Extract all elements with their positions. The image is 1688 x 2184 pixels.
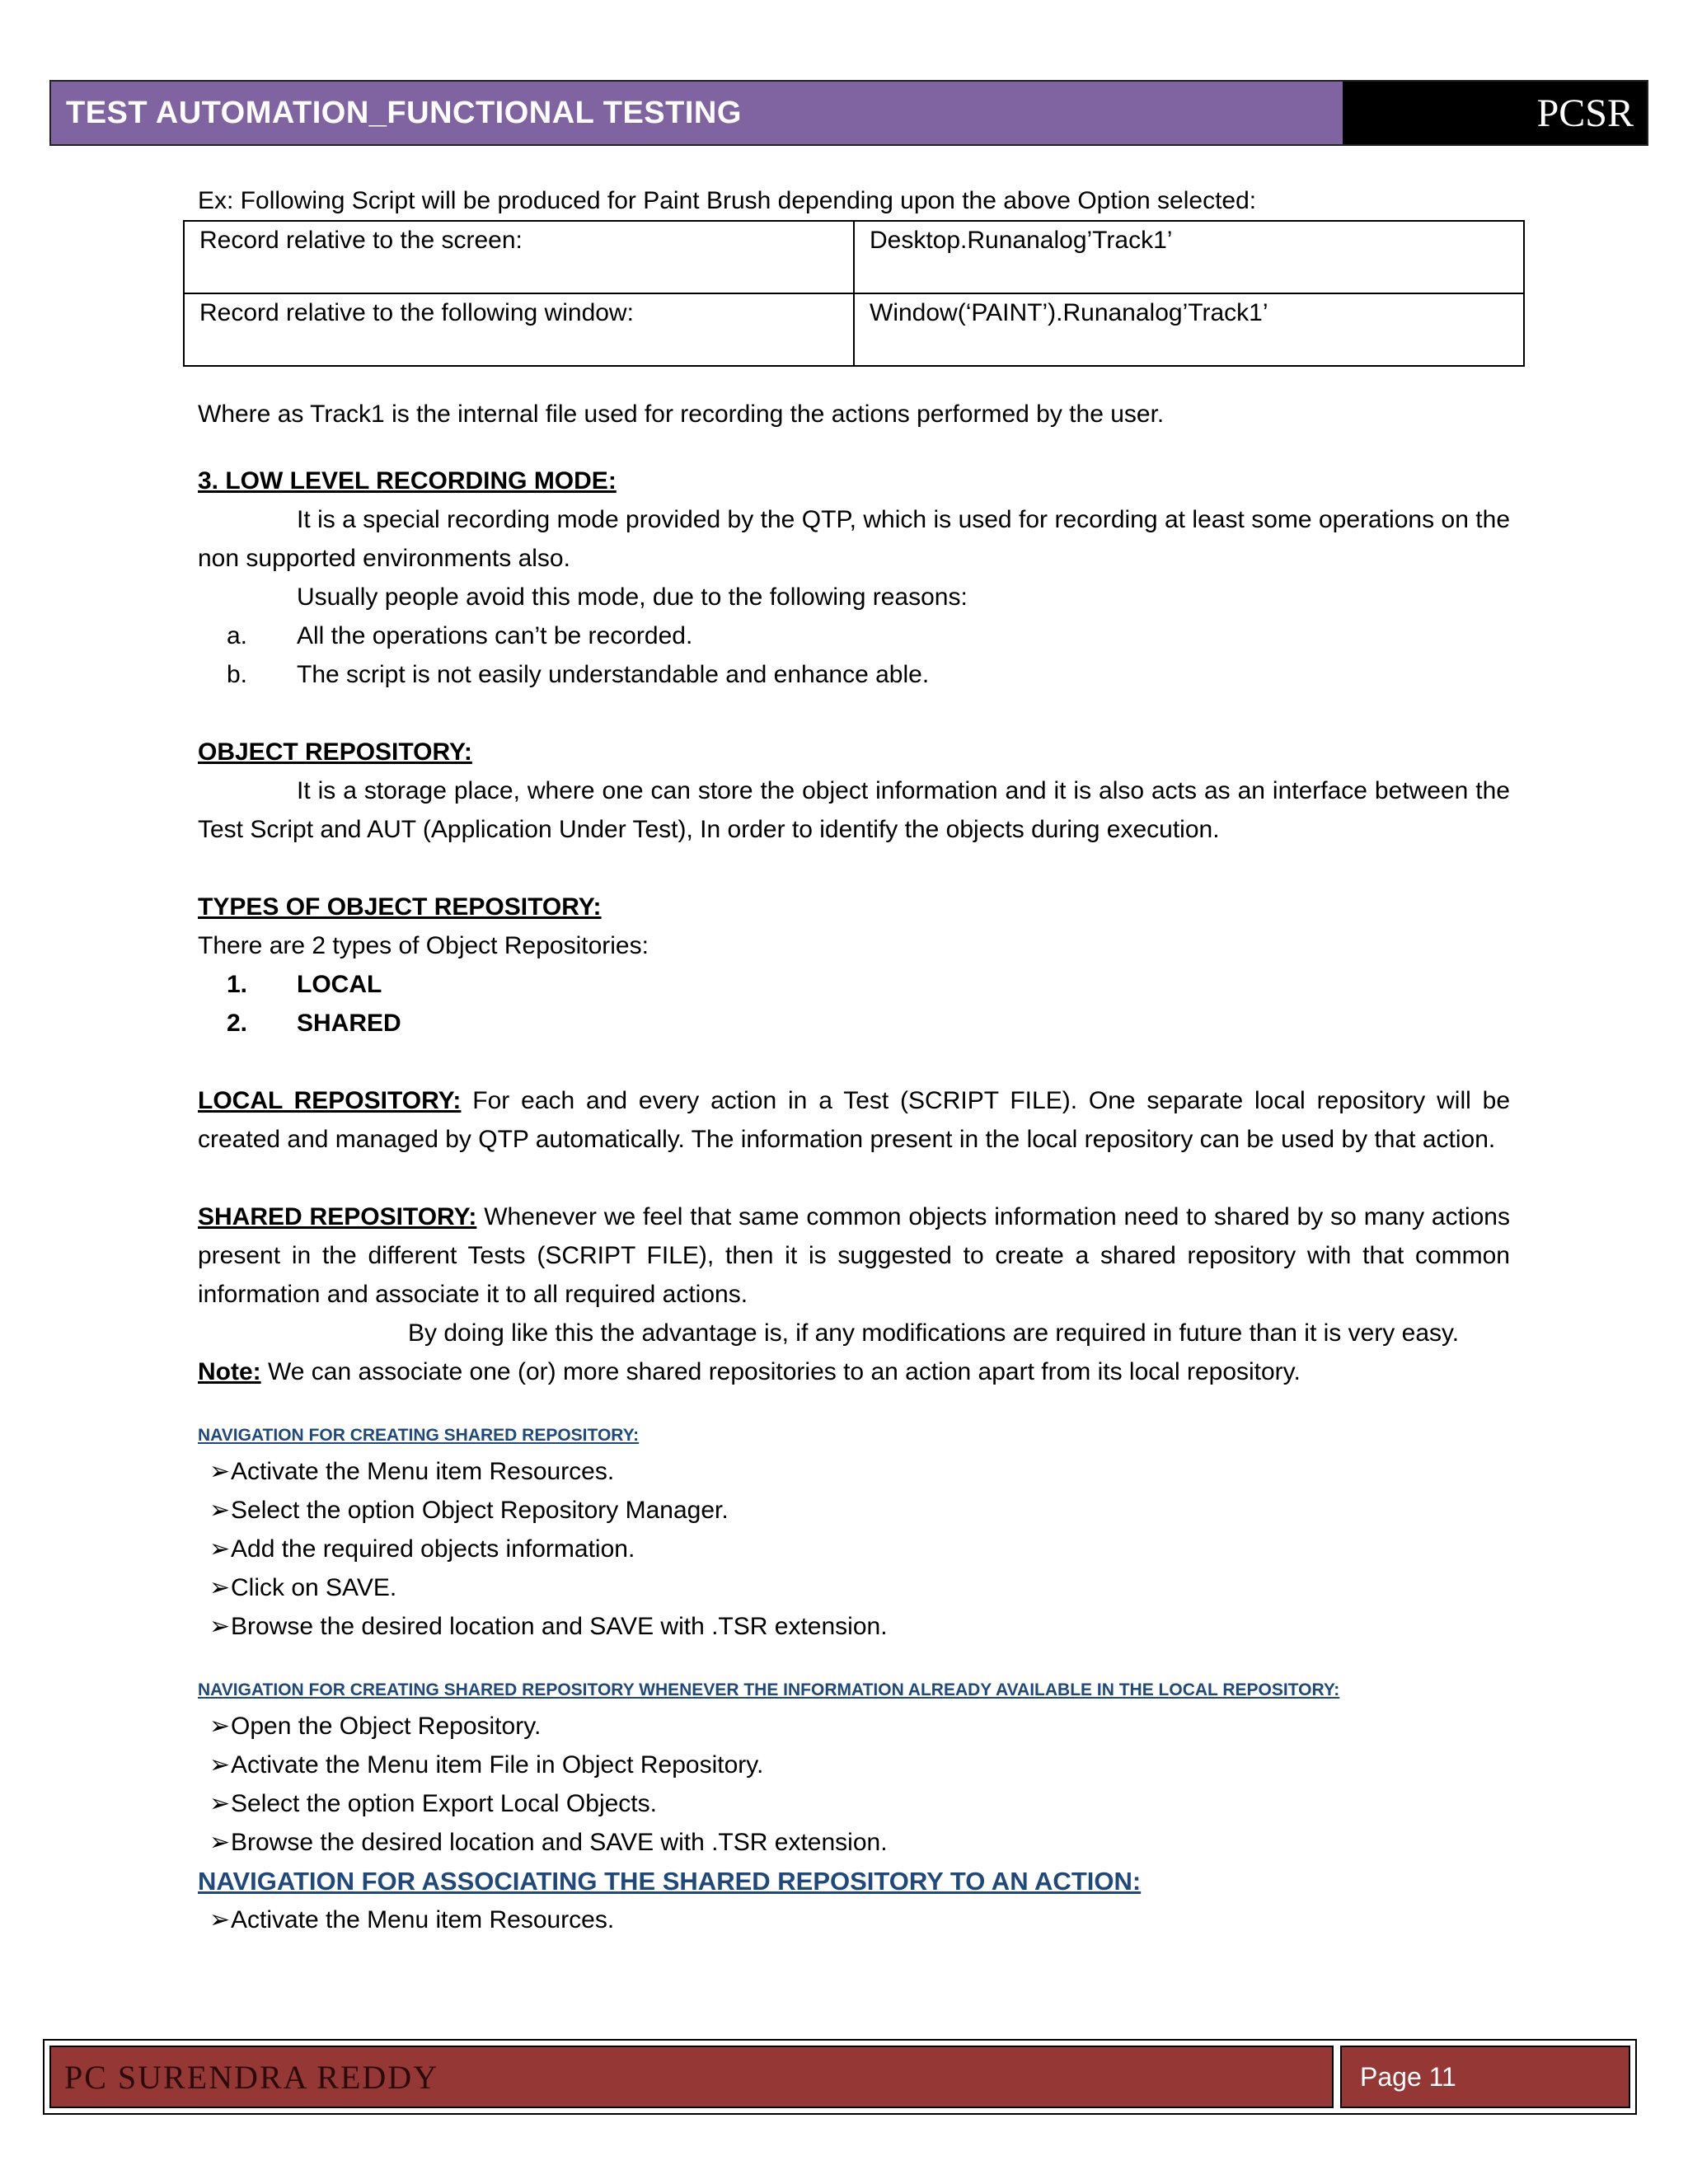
- arrow-bullet-icon: ➢: [209, 1906, 231, 1933]
- list-item: [198, 965, 1510, 1004]
- document-body: [198, 181, 1510, 1939]
- shared-repo-para: [198, 1197, 1510, 1314]
- list-marker: a.: [226, 622, 247, 649]
- arrow-bullet-icon: ➢: [209, 1790, 231, 1817]
- arrow-bullet-icon: ➢: [209, 1829, 231, 1856]
- step-text: Activate the Menu item Resources.: [231, 1458, 615, 1485]
- note-lead: Note:: [198, 1358, 261, 1385]
- arrow-bullet-icon: ➢: [209, 1458, 231, 1485]
- low-level-heading: 3. LOW LEVEL RECORDING MODE:: [198, 467, 617, 494]
- list-item: [198, 1746, 1510, 1784]
- page-header: [49, 80, 1648, 146]
- list-item: [198, 1452, 1510, 1491]
- nav-export-steps: [198, 1707, 1510, 1862]
- list-marker: 2.: [226, 1010, 247, 1037]
- list-item: [198, 1568, 1510, 1607]
- step-text: Add the required objects information.: [231, 1535, 635, 1563]
- local-repo-lead: LOCAL REPOSITORY:: [198, 1087, 462, 1114]
- list-item: [198, 1784, 1510, 1823]
- object-repo-heading: OBJECT REPOSITORY:: [198, 738, 472, 766]
- step-text: Browse the desired location and SAVE with .TSR extension.: [231, 1829, 888, 1856]
- note-para: [198, 1352, 1510, 1391]
- nav-associate-heading: NAVIGATION FOR ASSOCIATING THE SHARED REPOSITORY TO AN ACTION:: [198, 1867, 1142, 1896]
- list-marker: b.: [226, 661, 247, 688]
- local-repo-para: [198, 1081, 1510, 1159]
- intro-text: Ex: Following Script will be produced for Paint Brush depending upon the above Option selected:: [198, 187, 1257, 214]
- nav-associate-steps: [198, 1900, 1510, 1939]
- list-item: [198, 1823, 1510, 1862]
- shared-advantage: By doing like this the advantage is, if any modifications are required in future than it is very easy.: [408, 1319, 1460, 1347]
- table-cell-value: Window(‘PAINT’).Runanalog’Track1’: [854, 293, 1524, 366]
- list-item: [198, 1004, 1510, 1043]
- track-note: Where as Track1 is the internal file used for recording the actions performed by the user.: [198, 401, 1165, 428]
- list-text: All the operations can’t be recorded.: [297, 622, 693, 649]
- list-item: [198, 1607, 1510, 1646]
- shared-repo-lead: SHARED REPOSITORY:: [198, 1203, 477, 1230]
- arrow-bullet-icon: ➢: [209, 1613, 231, 1640]
- table-cell-label: Record relative to the screen:: [184, 221, 854, 293]
- step-text: Browse the desired location and SAVE with .TSR extension.: [231, 1613, 888, 1640]
- step-text: Click on SAVE.: [231, 1574, 397, 1601]
- arrow-bullet-icon: ➢: [209, 1535, 231, 1563]
- list-text: LOCAL: [297, 971, 382, 998]
- table-cell-label: Record relative to the following window:: [184, 293, 854, 366]
- reasons-list: [198, 616, 1510, 694]
- step-text: Open the Object Repository.: [231, 1713, 542, 1740]
- arrow-bullet-icon: ➢: [209, 1497, 231, 1524]
- page-footer: [43, 2039, 1637, 2115]
- nav-create-heading: NAVIGATION FOR CREATING SHARED REPOSITORY:: [198, 1426, 640, 1445]
- list-item: [198, 1530, 1510, 1568]
- types-intro: There are 2 types of Object Repositories:: [198, 932, 649, 959]
- step-text: Select the option Object Repository Manager.: [231, 1497, 729, 1524]
- table-row: [184, 293, 1524, 366]
- low-level-para: It is a special recording mode provided by the QTP, which is used for recording at least some operations on the non supported environments also.: [198, 506, 1510, 572]
- step-text: Select the option Export Local Objects.: [231, 1790, 657, 1817]
- note-text: We can associate one (or) more shared repositories to an action apart from its local repository.: [260, 1358, 1301, 1385]
- arrow-bullet-icon: ➢: [209, 1713, 231, 1740]
- nav-export-heading: NAVIGATION FOR CREATING SHARED REPOSITORY WHENEVER THE INFORMATION ALREADY AVAILABLE IN THE LOCAL REPOSITORY:: [198, 1680, 1340, 1699]
- low-level-reasons-intro: Usually people avoid this mode, due to the following reasons:: [297, 583, 968, 611]
- list-item: [198, 1491, 1510, 1530]
- list-text: SHARED: [297, 1010, 401, 1037]
- list-item: [198, 655, 1510, 694]
- header-brand: PCSR: [1343, 82, 1647, 144]
- recording-options-table: [183, 220, 1525, 367]
- types-list: [198, 965, 1510, 1043]
- shared-repo-text: Whenever we feel that same common objects information need to shared by so many actions present in the different Tests (SCRIPT FILE), then it is suggested to create a shared repository with that common information and associate it to all required actions.: [198, 1203, 1510, 1308]
- table-row: [184, 221, 1524, 293]
- arrow-bullet-icon: ➢: [209, 1751, 231, 1779]
- list-item: [198, 1707, 1510, 1746]
- nav-create-steps: [198, 1452, 1510, 1646]
- step-text: Activate the Menu item File in Object Repository.: [231, 1751, 764, 1779]
- footer-author: PC SURENDRA REDDY: [49, 2046, 1334, 2108]
- object-repo-para: It is a storage place, where one can store the object information and it is also acts as an interface between the Test Script and AUT (Application Under Test), In order to identify the objects during execution.: [198, 777, 1510, 843]
- list-item: [198, 1900, 1510, 1939]
- list-text: The script is not easily understandable and enhance able.: [297, 661, 930, 688]
- list-marker: 1.: [226, 971, 247, 998]
- types-heading: TYPES OF OBJECT REPOSITORY:: [198, 893, 602, 921]
- step-text: Activate the Menu item Resources.: [231, 1906, 615, 1933]
- header-title: TEST AUTOMATION_FUNCTIONAL TESTING: [51, 82, 1343, 144]
- list-item: [198, 616, 1510, 655]
- arrow-bullet-icon: ➢: [209, 1574, 231, 1601]
- table-cell-value: Desktop.Runanalog’Track1’: [854, 221, 1524, 293]
- local-repo-text: For each and every action in a Test (SCRIPT FILE). One separate local repository will be created and managed by QTP automatically. The information present in the local repository can be used by that action.: [198, 1087, 1510, 1153]
- footer-page-number: Page 11: [1340, 2046, 1630, 2108]
